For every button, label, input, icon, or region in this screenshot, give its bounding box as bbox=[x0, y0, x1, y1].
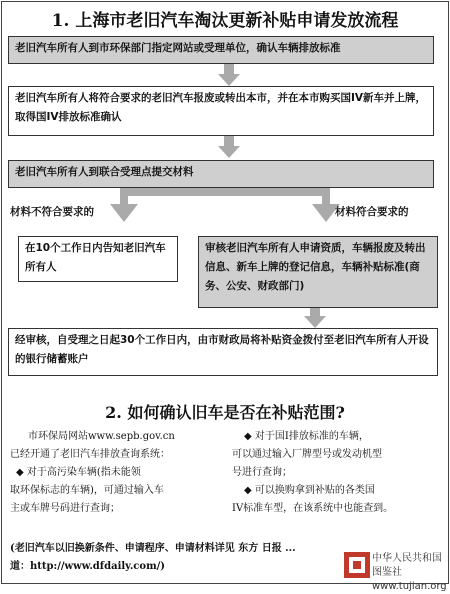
branch-right-label: 材料符合要求的 bbox=[335, 206, 409, 218]
section2-left-line: 主或车牌号码进行查询； bbox=[10, 503, 120, 514]
flow-step-1: 老旧汽车所有人到市环保部门指定网站或受理单位，确认车辆排放标准 bbox=[8, 36, 434, 64]
flow-final-box: 经审核，自受理之日起30个工作日内，由市财政局将补贴资金拨付至老旧汽车所有人开设的银行储蓄账户 bbox=[8, 328, 438, 376]
section2-title: 2. 如何确认旧车是否在补贴范围? bbox=[105, 403, 345, 422]
section2-left-line: 取环保标志的车辆)，可通过输入车 bbox=[10, 485, 164, 496]
arrow-down-icon bbox=[218, 64, 240, 86]
flow-step-2: 老旧汽车所有人将符合要求的老旧汽车报废或转出本市，并在本市购买国IV新车并上牌，取得国IV排放标准确认 bbox=[8, 86, 434, 136]
section2-right-line: 号进行查询； bbox=[232, 467, 292, 478]
section2-left-column bbox=[10, 428, 220, 518]
section2-right-line: 可以通过输入厂牌型号或发动机型 bbox=[232, 449, 382, 460]
flow-step-3: 老旧汽车所有人到联合受理点提交材料 bbox=[8, 160, 434, 188]
arrow-down-icon bbox=[218, 136, 240, 158]
section2-right-line: IV标准车型，在该系统中也能查到。 bbox=[232, 503, 394, 514]
watermark-line-2: www.tujian.org bbox=[372, 581, 447, 592]
section2-left-line: 已经开通了老旧汽车排放查询系统： bbox=[10, 449, 170, 460]
flow-left-box: 在10个工作日内告知老旧汽车所有人 bbox=[18, 236, 178, 282]
section2-left-line: ◆ 对于高污染车辆(指未能领 bbox=[16, 467, 141, 478]
footer-line-2: 道：http://www.dfdaily.com/) bbox=[10, 561, 166, 572]
footer-line-1: (老旧汽车以旧换新条件、申请程序、申请材料详见 东方 日报 ... bbox=[10, 543, 296, 554]
section2-right-line: ◆ 可以换购拿到补贴的各类国 bbox=[244, 485, 375, 496]
flow-right-box: 审核老旧汽车所有人申请资质，车辆报废及转出信息、新车上牌的登记信息，车辆补贴标准(商务、公安、财政部门) bbox=[198, 236, 438, 308]
section2-right-line: ◆ 对于国I排放标准的车辆， bbox=[244, 431, 369, 442]
watermark-line-1: 中华人民共和国图鉴社 bbox=[372, 553, 442, 578]
section2-right-column bbox=[232, 428, 442, 518]
watermark-text bbox=[372, 552, 450, 594]
section2-left-line: 市环保局网站www.sepb.gov.cn bbox=[28, 431, 175, 442]
arrow-down-icon bbox=[304, 308, 326, 328]
branch-left-label: 材料不符合要求的 bbox=[10, 206, 94, 218]
section1-title: 1. 上海市老旧汽车淘汰更新补贴申请发放流程 bbox=[51, 11, 399, 31]
